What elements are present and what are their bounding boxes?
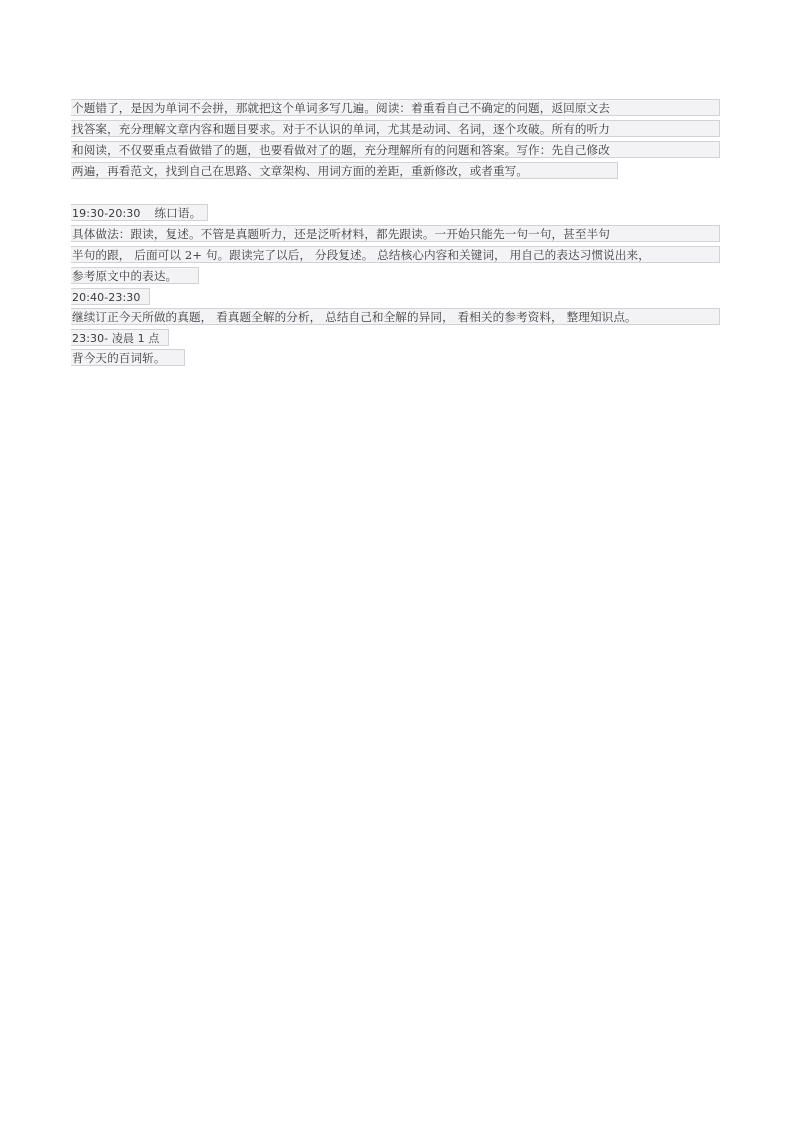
paragraph-line-3: 和阅读，不仅要重点看做错了的题，也要看做对了的题，充分理解所有的问题和答案。写作：先自己修改 [71,141,720,158]
paragraph-line-2: 找答案，充分理解文章内容和题目要求。对于不认识的单词，尤其是动词、名词，逐个攻破。所有的听力 [71,120,720,137]
paragraph-line-4: 两遍，再看范文，找到自己在思路、文章架构、用词方面的差距，重新修改，或者重写。 [71,162,618,179]
paragraph-line-1: 个题错了，是因为单词不会拼，那就把这个单词多写几遍。阅读：着重看自己不确定的问题，返回原文去 [71,99,720,116]
section-heading-speaking [71,204,208,221]
time-range: 19:30-20:30 [72,207,141,220]
words-line-1: 背今天的百词斩。 [71,349,185,366]
speaking-line-2: 半句的跟， 后面可以 2+ 句。跟读完了以后， 分段复述。 总结核心内容和关键词， 用自己的表达习惯说出来， [71,246,720,263]
speaking-line-1: 具体做法：跟读，复述。不管是真题听力，还是泛听材料，都先跟读。一开始只能先一句一句，甚至半句 [71,225,720,242]
speaking-line-3: 参考原文中的表达。 [71,267,199,284]
section-heading-words: 23:30- 凌晨 1 点 [71,329,169,346]
section-heading-review: 20:40-23:30 [71,288,150,305]
section-title: 练口语。 [154,206,202,220]
review-line-1: 继续订正今天所做的真题， 看真题全解的分析， 总结自己和全解的异同， 看相关的参考资料， 整理知识点。 [71,308,720,325]
